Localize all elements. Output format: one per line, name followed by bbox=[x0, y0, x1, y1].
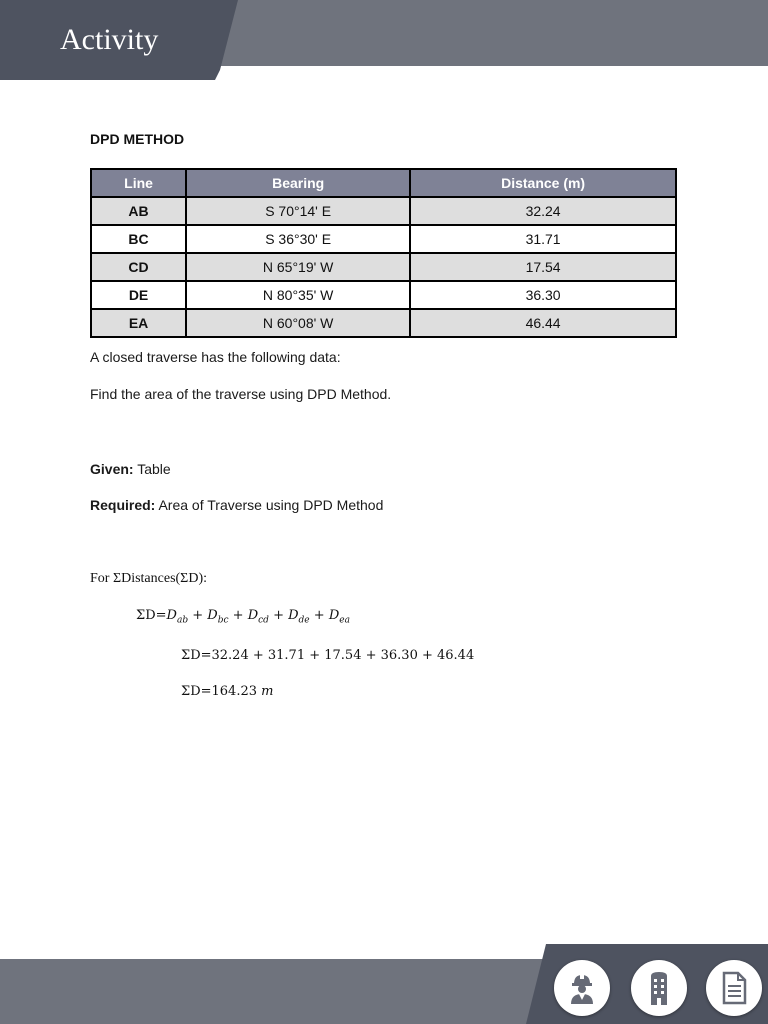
sum-formula: $\Sigma D=D_{ab} + D_{bc} + D_{cd} + D_{de} + D_{ea}$ bbox=[136, 608, 350, 626]
formula-subscript: ab bbox=[176, 615, 189, 626]
formula-symbol: D bbox=[166, 608, 177, 623]
sum-result bbox=[181, 684, 273, 699]
section-title: DPD METHOD bbox=[90, 131, 185, 147]
formula-lhs: ΣD= bbox=[136, 608, 167, 623]
table-row bbox=[91, 309, 676, 337]
formula-subscript: bc bbox=[217, 615, 229, 626]
distance-cell: 32.24 bbox=[410, 197, 676, 225]
distance-cell: 46.44 bbox=[410, 309, 676, 337]
formula-subscript: cd bbox=[258, 615, 269, 626]
table-header-row bbox=[91, 169, 676, 197]
engineer-button[interactable] bbox=[554, 960, 610, 1016]
document-icon bbox=[719, 970, 749, 1006]
bearing-cell: S 36°30' E bbox=[186, 225, 410, 253]
building-button[interactable] bbox=[631, 960, 687, 1016]
traverse-table bbox=[90, 168, 677, 338]
required-line bbox=[90, 497, 383, 513]
bearing-cell: S 70°14' E bbox=[186, 197, 410, 225]
footer-nav bbox=[554, 960, 764, 1016]
distance-cell: 31.71 bbox=[410, 225, 676, 253]
distance-cell: 36.30 bbox=[410, 281, 676, 309]
required-label: Required: bbox=[90, 497, 156, 513]
result-unit: m bbox=[261, 684, 274, 699]
bearing-cell: N 60°08' W bbox=[186, 309, 410, 337]
document-button[interactable] bbox=[706, 960, 762, 1016]
line-cell: AB bbox=[91, 197, 186, 225]
bearing-cell: N 65°19' W bbox=[186, 253, 410, 281]
line-cell: BC bbox=[91, 225, 186, 253]
formula-symbol: D bbox=[247, 608, 259, 623]
math-intro: For ΣDistances(ΣD): bbox=[90, 571, 207, 586]
engineer-icon bbox=[565, 971, 599, 1005]
line-cell: DE bbox=[91, 281, 186, 309]
table-row bbox=[91, 197, 676, 225]
given-line bbox=[90, 461, 171, 477]
distance-cell: 17.54 bbox=[410, 253, 676, 281]
required-value: Area of Traverse using DPD Method bbox=[158, 497, 384, 513]
table-row bbox=[91, 225, 676, 253]
formula-symbol: D bbox=[328, 608, 340, 623]
column-header-distance: Distance (m) bbox=[410, 169, 676, 197]
table-row bbox=[91, 281, 676, 309]
bearing-cell: N 80°35' W bbox=[186, 281, 410, 309]
building-icon bbox=[644, 970, 674, 1006]
line-cell: CD bbox=[91, 253, 186, 281]
result-value: ΣD=164.23 bbox=[181, 684, 257, 699]
given-label: Given: bbox=[90, 461, 134, 477]
column-header-bearing: Bearing bbox=[186, 169, 410, 197]
column-header-line: Line bbox=[91, 169, 186, 197]
intro-text: A closed traverse has the following data: bbox=[90, 349, 341, 365]
formula-subscript: de bbox=[298, 615, 310, 626]
page-title: Activity bbox=[60, 23, 159, 56]
formula-subscript: ea bbox=[339, 615, 350, 626]
sum-substitution: ΣD=32.24 + 31.71 + 17.54 + 36.30 + 46.44 bbox=[181, 648, 475, 663]
table-row bbox=[91, 253, 676, 281]
line-cell: EA bbox=[91, 309, 186, 337]
formula-symbol: D bbox=[207, 608, 218, 623]
given-value: Table bbox=[137, 461, 171, 477]
task-text: Find the area of the traverse using DPD Method. bbox=[90, 386, 392, 402]
formula-symbol: D bbox=[288, 608, 299, 623]
